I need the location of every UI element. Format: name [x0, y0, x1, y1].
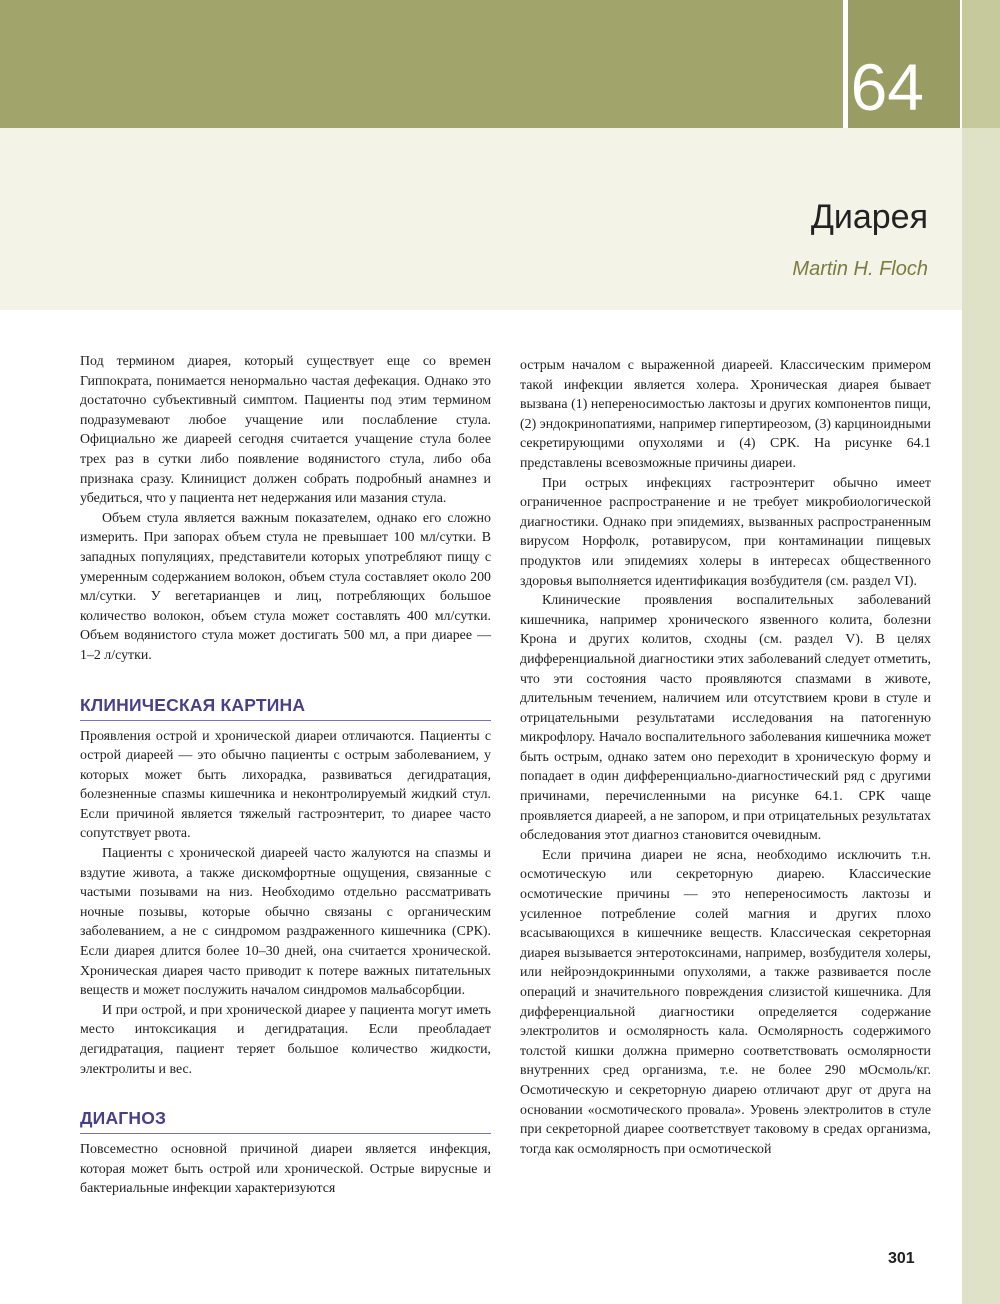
- chapter-author: Martin H. Floch: [792, 258, 928, 280]
- paragraph: Клинические проявления воспалительных заболеваний кишечника, например хронического язвенного колита, болезни Крона и других колитов, сходны (см. раздел V). В целях дифференциальной диагностики этих заболеваний следует отметить, что эти состояния часто проявляются спазмами в животе, длительным течением, наличием или отсутствием крови в стуле и отрицательными результатами исследования на патогенную микрофлору. Начало воспалительного заболевания кишечника может быть острым, однако затем оно переходит в хроническую форму и попадает в один дифференциально-диагностический ряд с другими причинами, перечисленными на рисунке 64.1. СРК чаще проявляется диареей, а не запором, и при отрицательных результатах обследования этот диагноз становится очевидным.: [520, 593, 931, 844]
- page-edge-strip-top: [962, 0, 1000, 128]
- paragraph: Пациенты с хронической диареей часто жалуются на спазмы и вздутие живота, а также дискомфортные ощущения, связанные с частыми позывами на низ. Необходимо отдельно рассматривать ночные позывы, которые обычно связаны с органическим заболеванием, а не с синдромом раздраженного кишечника (СРК). Если диарея длится более 10–30 дней, она считается хронической. Хроническая диарея часто приводит к потере важных питательных веществ и может послужить началом синдромов мальабсорбции.: [80, 846, 491, 999]
- paragraph: острым началом с выраженной диареей. Классическим примером такой инфекции является холера. Хроническая диарея бывает вызвана (1) непереносимостью лактозы и других компонентов пищи, (2) эндокринопатиями, например гипертиреозом, (3) карциноидными секретирующими опухолями и (4) СРК. На рисунке 64.1 представлены всевозможные причины диареи.: [520, 358, 931, 471]
- header-band: [0, 0, 843, 128]
- chapter-number-box: [848, 0, 960, 128]
- paragraph: Под термином диарея, который существует еще со времен Гиппократа, понимается ненормально частая дефекация. Однако это достаточно субъективный симптом. Пациенты под этим термином подразумевают любое учащение или послабление стула. Официально же диареей сегодня считается учащение стула более трех раз в сутки либо появление водянистого стула, либо оба признака сразу. Клиницист должен собрать подробный анамнез и убедиться, что у пациента нет недержания или мазания стула.: [80, 354, 491, 507]
- paragraph: При острых инфекциях гастроэнтерит обычно имеет ограниченное распространение и не требует микробиологической диагностики. Однако при эпидемиях, вызванных распространенным вирусом Норфолк, ротавирусом, при контаминации пищевых продуктов или эпидемиях холеры в интересах общественного здоровья выполняется идентификация возбудителя (см. раздел VI).: [520, 475, 931, 589]
- chapter-number: 64: [850, 50, 924, 124]
- right-column: [520, 356, 931, 1159]
- paragraph: Проявления острой и хронической диареи отличаются. Пациенты с острой диареей — это обычно пациенты с острым заболеванием, у которых может быть лихорадка, развиваться дегидратация, болезненные спазмы кишечника и неконтролируемый жидкий стул. Если причиной является тяжелый гастроэнтерит, то диарее часто сопутствует рвота.: [80, 728, 491, 842]
- paragraph: И при острой, и при хронической диарее у пациента могут иметь место интоксикация и дегидратация. Если преобладает дегидратация, пациент теряет большое количество жидкости, электролиты и вес.: [80, 1002, 491, 1077]
- chapter-title: Диарея: [810, 198, 928, 236]
- paragraph: Повсеместно основной причиной диареи является инфекция, которая может быть острой или хронической. Острые вирусные и бактериальные инфекции характеризуются: [80, 1142, 491, 1197]
- left-column: [80, 352, 491, 1199]
- paragraph: Объем стула является важным показателем, однако его сложно измерить. При запорах объем стула не превышает 100 мл/сутки. В западных популяциях, представители которых употребляют пищу с умеренным содержанием волокон, объем стула составляет около 200 мл/сутки. У вегетарианцев и лиц, потребляющих большое количество волокон, объем стула может составлять 400 мл/сутки. Объем водянистого стула может достигать 500 мл, а при диарее — 1–2 л/сутки.: [80, 510, 491, 663]
- page-edge-strip: [962, 0, 1000, 1304]
- section-heading-clinical: КЛИНИЧЕСКАЯ КАРТИНА: [80, 694, 491, 721]
- section-heading-diagnosis: ДИАГНОЗ: [80, 1107, 491, 1134]
- paragraph: Если причина диареи не ясна, необходимо исключить т.н. осмотическую или секреторную диарею. Классические осмотические причины — это непереносимость лактозы и усиленное потребление солей магния и других плохо всасывающихся в кишечнике веществ. Классическая секреторная диарея вызывается энтеротоксинами, например, возбудителя холеры, или нейроэндокринными опухолями, а также развивается после операций и значительного повреждения слизистой кишечника. Для дифференциальной диагностики определяется содержание электролитов и осмолярность кала. Осмолярность содержимого толстой кишки должна примерно соответствовать осмолярности внутренних сред организма, т.е. не более 290 мОсмоль/кг. Осмотическую и секреторную диарею отличают друг от друга на основании «осмотического провала». Уровень электролитов в стуле при секреторной диарее соответствует таковому в средах организма, тогда как осмолярность при осмотической: [520, 847, 931, 1157]
- page-number: 301: [888, 1250, 915, 1267]
